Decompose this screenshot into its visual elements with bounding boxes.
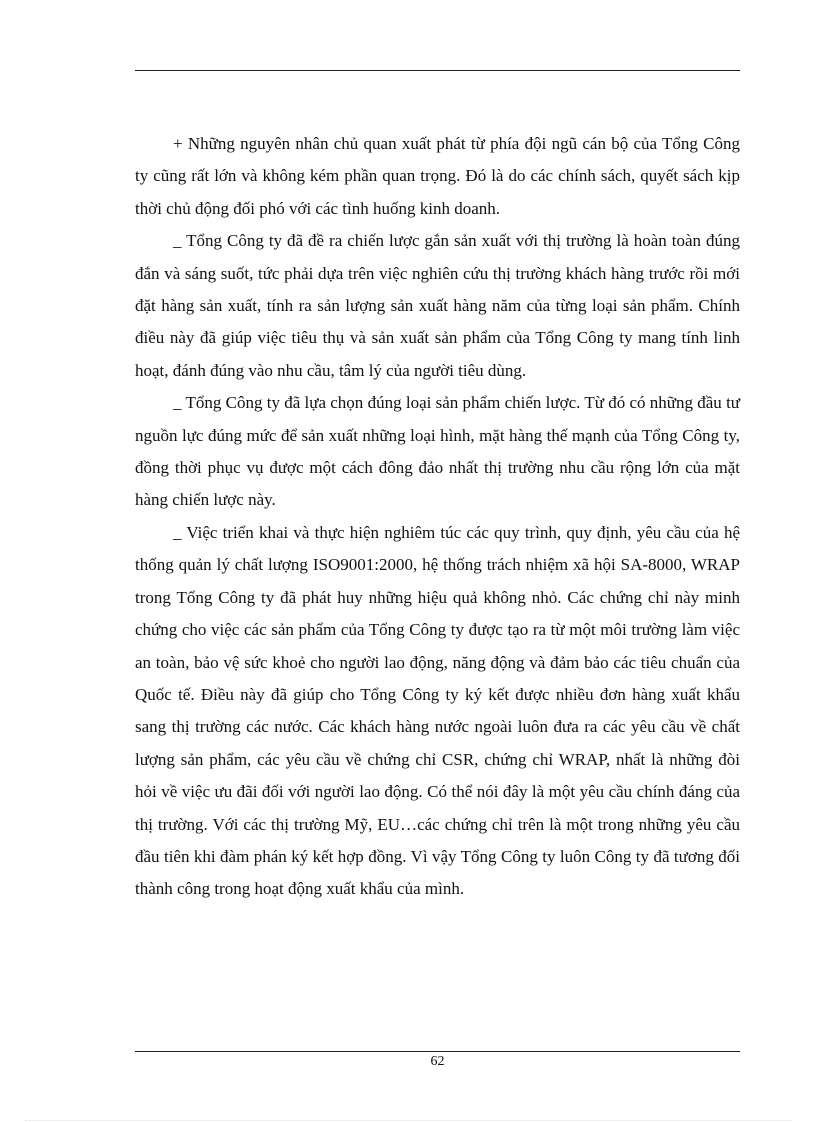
page-edge-dots — [25, 1120, 791, 1121]
paragraph-internal-causes: + Những nguyên nhân chủ quan xuất phát từ phía đội ngũ cán bộ của Tổng Công ty cũng rất lớn và không kém phần quan trọng. Đó là do các chính sách, quyết sách kịp thời chủ động đối phó với các tình huống kinh doanh. — [135, 134, 740, 218]
paragraph-market-strategy: _ Tổng Công ty đã đề ra chiến lược gắn sản xuất với thị trường là hoàn toàn đúng đắn và sáng suốt, tức phải dựa trên việc nghiên cứu thị trường khách hàng trước rồi mới đặt hàng sản xuất, tính ra sản lượng sản xuất hàng năm của từng loại sản phẩm. Chính điều này đã giúp việc tiêu thụ và sản xuất sản phẩm của Tổng Công ty mang tính linh hoạt, đánh đúng vào nhu cầu, tâm lý của người tiêu dùng. — [135, 231, 740, 380]
page-number: 62 — [430, 1054, 445, 1069]
paragraph-product-strategy: _ Tổng Công ty đã lựa chọn đúng loại sản phẩm chiến lược. Từ đó có những đầu tư nguồn lực đúng mức để sản xuất những loại hình, mặt hàng thế mạnh của Tổng Công ty, đồng thời phục vụ được một cách đông đảo nhất thị trường nhu cầu rộng lớn của mặt hàng chiến lược này. — [135, 393, 740, 510]
paragraph-quality-certification: _ Việc triển khai và thực hiện nghiêm túc các quy trình, quy định, yêu cầu của hệ thống quản lý chất lượng ISO9001:2000, hệ thống trách nhiệm xã hội SA-8000, WRAP trong Tổng Công ty đã phát huy những hiệu quả không nhỏ. Các chứng chỉ này minh chứng cho việc các sản phẩm của Tổng Công ty được tạo ra từ một môi trường làm việc an toàn, bảo vệ sức khoẻ cho người lao động, năng động và đảm bảo các tiêu chuẩn của Quốc tế. Điều này đã giúp cho Tổng Công ty ký kết được nhiều đơn hàng xuất khẩu sang thị trường các nước. Các khách hàng nước ngoài luôn đưa ra các yêu cầu về chất lượng sản phẩm, các yêu cầu về chứng chỉ CSR, chứng chỉ WRAP, nhất là những đòi hỏi về việc ưu đãi đối với người lao động. Có thể nói đây là một yêu cầu chính đáng của thị trường. Với các thị trường Mỹ, EU…các chứng chỉ trên là một trong những yêu cầu đầu tiên khi đàm phán ký kết hợp đồng. Vì vậy Tổng Công ty luôn Công ty đã tương đối thành công trong hoạt động xuất khẩu của mình. — [135, 522, 740, 899]
document-body — [135, 128, 740, 906]
header-rule — [135, 70, 740, 71]
footer-rule — [135, 1051, 740, 1052]
